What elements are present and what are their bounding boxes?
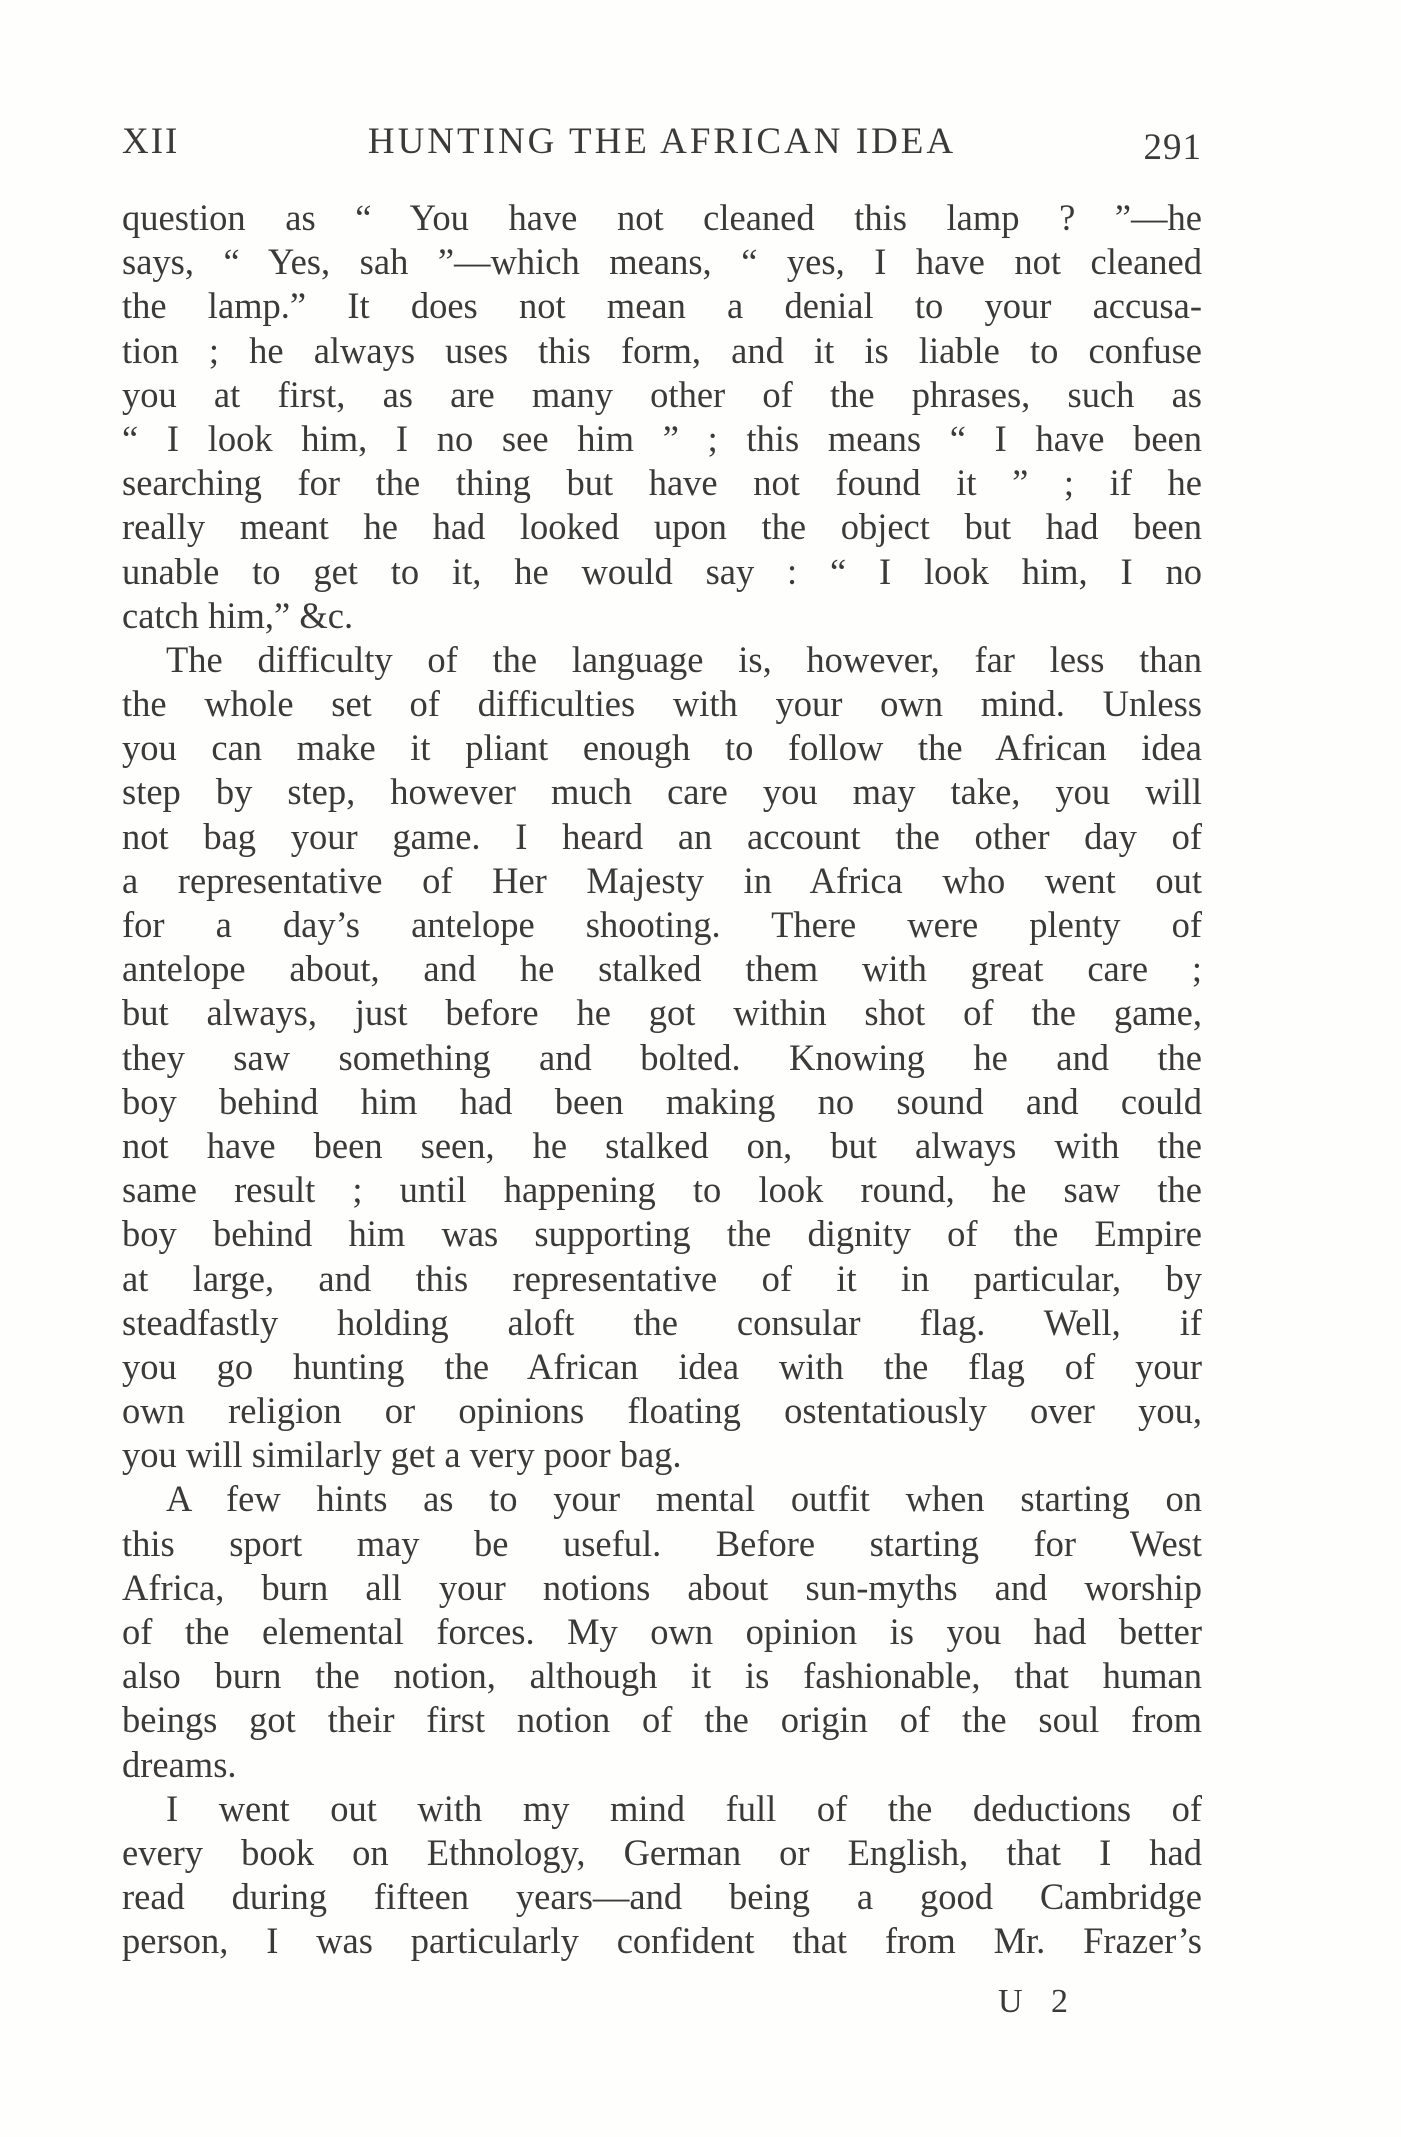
chapter-number: XII [122,121,180,162]
text-line: beings got their first notion of the origin of the soul from [122,1699,1202,1741]
text-line: not have been seen, he stalked on, but always with the [122,1124,1202,1166]
text-line: says, “ Yes, sah ”—which means, “ yes, I have not cleaned [122,241,1202,283]
running-title: HUNTING THE AFRICAN IDEA [367,121,957,162]
running-head [122,120,1202,176]
text-line: every book on Ethnology, German or English, that I had [122,1831,1202,1873]
text-line: you can make it pliant enough to follow the African idea [122,727,1202,769]
text-line: tion ; he always uses this form, and it is liable to confuse [122,329,1202,371]
text-line: Africa, burn all your notions about sun-myths and worship [122,1566,1202,1608]
text-line: A few hints as to your mental outfit when starting on [166,1478,1202,1520]
text-line: “ I look him, I no see him ” ; this means “ I have been [122,417,1202,459]
text-line: you at first, as are many other of the phrases, such as [122,373,1202,415]
text-line: step by step, however much care you may take, you will [122,771,1202,813]
body-text [122,196,1202,1964]
text-line: read during fifteen years—and being a good Cambridge [122,1876,1202,1918]
text-line: question as “ You have not cleaned this lamp ? ”—he [122,197,1202,238]
text-line: of the elemental forces. My own opinion is you had better [122,1611,1202,1652]
text-line: you will similarly get a very poor bag. [122,1434,682,1476]
text-line: catch him,” &c. [122,594,354,636]
text-line: The difficulty of the language is, however, far less than [166,638,1202,680]
text-line: they saw something and bolted. Knowing he and the [122,1036,1202,1078]
text-line: a representative of Her Majesty in Africa who went out [122,859,1202,901]
text-line: for a day’s antelope shooting. There were plenty of [122,904,1202,945]
text-line: I went out with my mind full of the deductions of [166,1787,1202,1829]
text-line: antelope about, and he stalked them with great care ; [122,948,1202,990]
text-line: boy behind him was supporting the dignity of the Empire [122,1213,1202,1255]
text-line: this sport may be useful. Before starting for West [122,1522,1202,1564]
signature-mark: U 2 [998,1983,1079,2020]
text-line: you go hunting the African idea with the flag of your [122,1345,1202,1387]
text-line: but always, just before he got within shot of the game, [122,992,1202,1034]
text-line: dreams. [122,1743,237,1785]
page-number: 291 [1143,127,1202,168]
text-line: the whole set of difficulties with your own mind. Unless [122,683,1202,725]
text-line: unable to get to it, he would say : “ I look him, I no [122,550,1202,592]
text-line: not bag your game. I heard an account the other day of [122,815,1202,857]
text-line: boy behind him had been making no sound and could [122,1080,1202,1122]
text-line: at large, and this representative of it in particular, by [122,1257,1202,1299]
text-line: the lamp.” It does not mean a denial to your accusa- [122,285,1202,327]
text-line: steadfastly holding aloft the consular flag. Well, if [122,1301,1202,1343]
text-line: also burn the notion, although it is fashionable, that human [122,1655,1202,1697]
text-line: really meant he had looked upon the object but had been [122,506,1202,548]
text-line: searching for the thing but have not found it ” ; if he [122,462,1202,504]
text-line: person, I was particularly confident that from Mr. Frazer’s [122,1920,1202,1962]
text-line: same result ; until happening to look round, he saw the [122,1169,1202,1211]
text-line: own religion or opinions floating ostentatiously over you, [122,1390,1202,1432]
